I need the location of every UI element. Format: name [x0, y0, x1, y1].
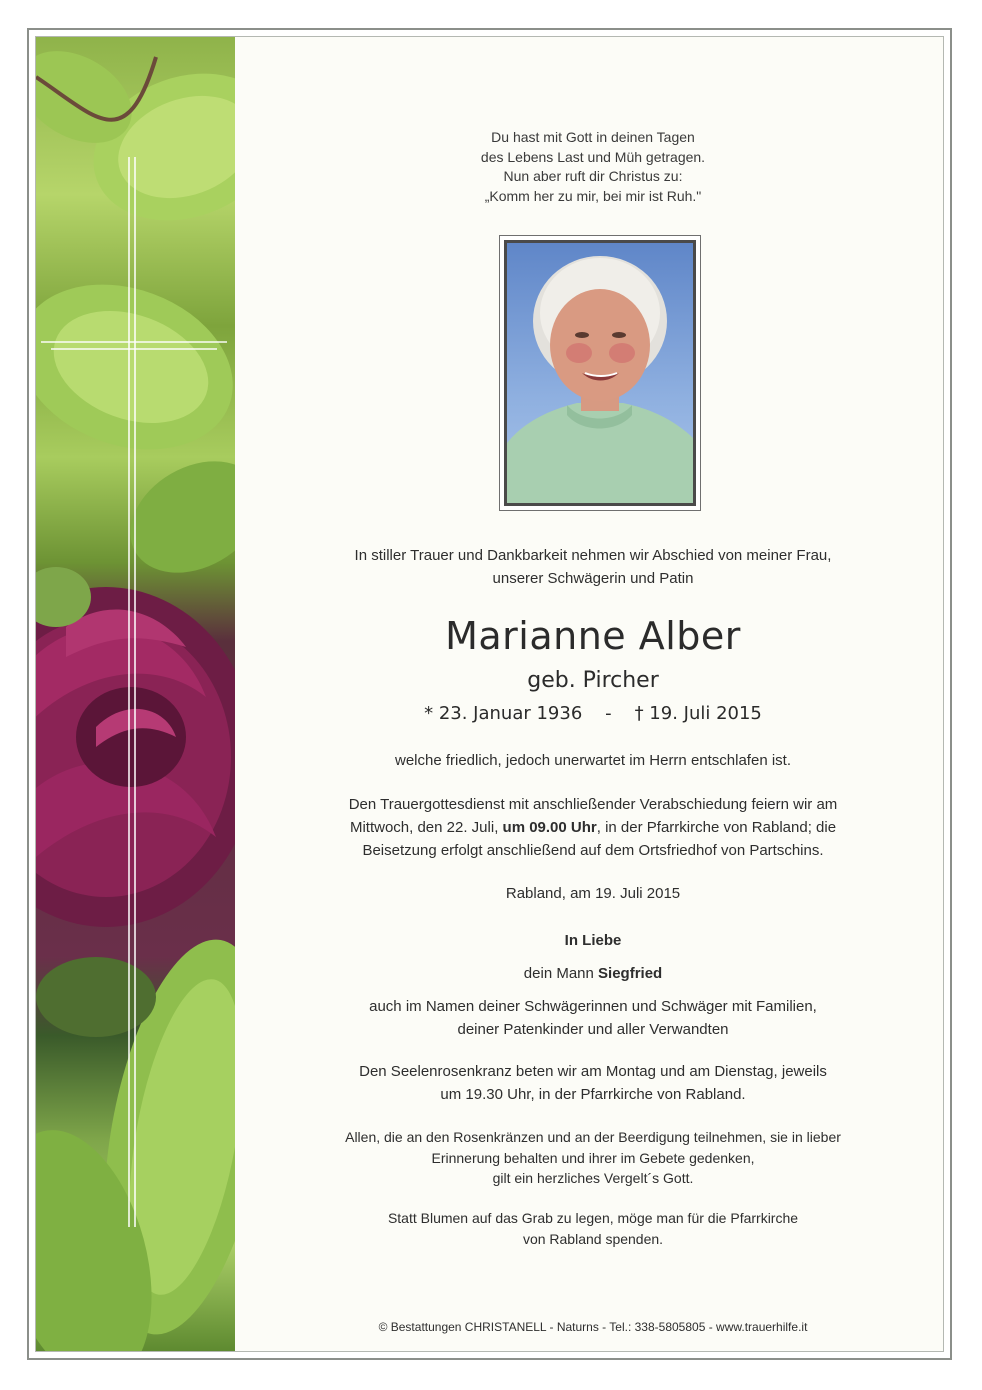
death-date: † 19. Juli 2015: [634, 703, 762, 724]
rosary-line: um 19.30 Uhr, in der Pfarrkirche von Rabland.: [440, 1086, 746, 1103]
poem-line: des Lebens Last und Müh getragen.: [480, 148, 706, 165]
poem-line: Du hast mit Gott in deinen Tagen: [491, 129, 695, 145]
life-dates: [240, 701, 946, 727]
rose-image: [36, 37, 235, 1351]
service-time: um 09.00 Uhr: [502, 819, 597, 836]
intro-line: unserer Schwägerin und Patin: [492, 570, 694, 587]
flowers-text: [240, 1208, 946, 1249]
birth-date: * 23. Januar 1936: [424, 703, 583, 724]
service-date: Mittwoch, den 22. Juli,: [349, 819, 503, 836]
thanks-line: gilt ein herzliches Vergelt´s Gott.: [492, 1170, 694, 1186]
husband-name: Siegfried: [598, 965, 663, 982]
in-love-heading: [240, 929, 946, 952]
maiden-name: geb. Pircher: [527, 668, 659, 693]
service-line: Beisetzung erfolgt anschließend auf dem Ortsfriedhof von Partschins.: [362, 842, 824, 859]
flowers-line: von Rabland spenden.: [522, 1230, 664, 1247]
rosary-line: Den Seelenrosenkranz beten wir am Montag und am Dienstag, jeweils: [359, 1063, 827, 1080]
in-love-text: In Liebe: [564, 932, 622, 949]
place-date: Rabland, am 19. Juli 2015: [505, 885, 681, 902]
portrait-frame: [499, 235, 701, 511]
family-text: [240, 995, 946, 1041]
date-separator: -: [605, 703, 612, 724]
portrait-photo: [504, 240, 696, 506]
intro-text: [240, 544, 946, 590]
rosary-text: [240, 1060, 946, 1106]
thanks-line: Allen, die an den Rosenkränzen und an der Beerdigung teilnehmen, sie in lieber: [345, 1129, 841, 1145]
intro-line: In stiller Trauer und Dankbarkeit nehmen wir Abschied von meiner Frau,: [354, 547, 832, 564]
family-line: deiner Patenkinder und aller Verwandten: [457, 1021, 729, 1038]
husband-prefix: dein Mann: [523, 965, 599, 982]
passing-text: welche friedlich, jedoch unerwartet im Herrn entschlafen ist.: [394, 752, 791, 769]
deceased-name: Marianne Alber: [445, 614, 741, 658]
family-line: auch im Namen deiner Schwägerinnen und Schwäger mit Familien,: [369, 998, 817, 1015]
service-line: Den Trauergottesdienst mit anschließender Verabschiedung feiern wir am: [348, 796, 838, 813]
service-location: , in der Pfarrkirche von Rabland; die: [596, 819, 837, 836]
poem-line: „Komm her zu mir, bei mir ist Ruh.": [484, 187, 702, 204]
poem-line: Nun aber ruft dir Christus zu:: [503, 168, 683, 184]
husband-line: [240, 962, 946, 985]
service-text: [240, 793, 946, 862]
service-line: [240, 816, 946, 839]
flowers-line: Statt Blumen auf das Grab zu legen, möge man für die Pfarrkirche: [387, 1210, 799, 1226]
footer-credit: © Bestattungen CHRISTANELL - Naturns - Tel.: 338-5805805 - www.trauerhilfe.it: [378, 1320, 808, 1334]
thanks-line: Erinnerung behalten und ihrer im Gebete gedenken,: [431, 1149, 755, 1166]
thanks-text: [240, 1127, 946, 1189]
poem: [240, 128, 946, 206]
